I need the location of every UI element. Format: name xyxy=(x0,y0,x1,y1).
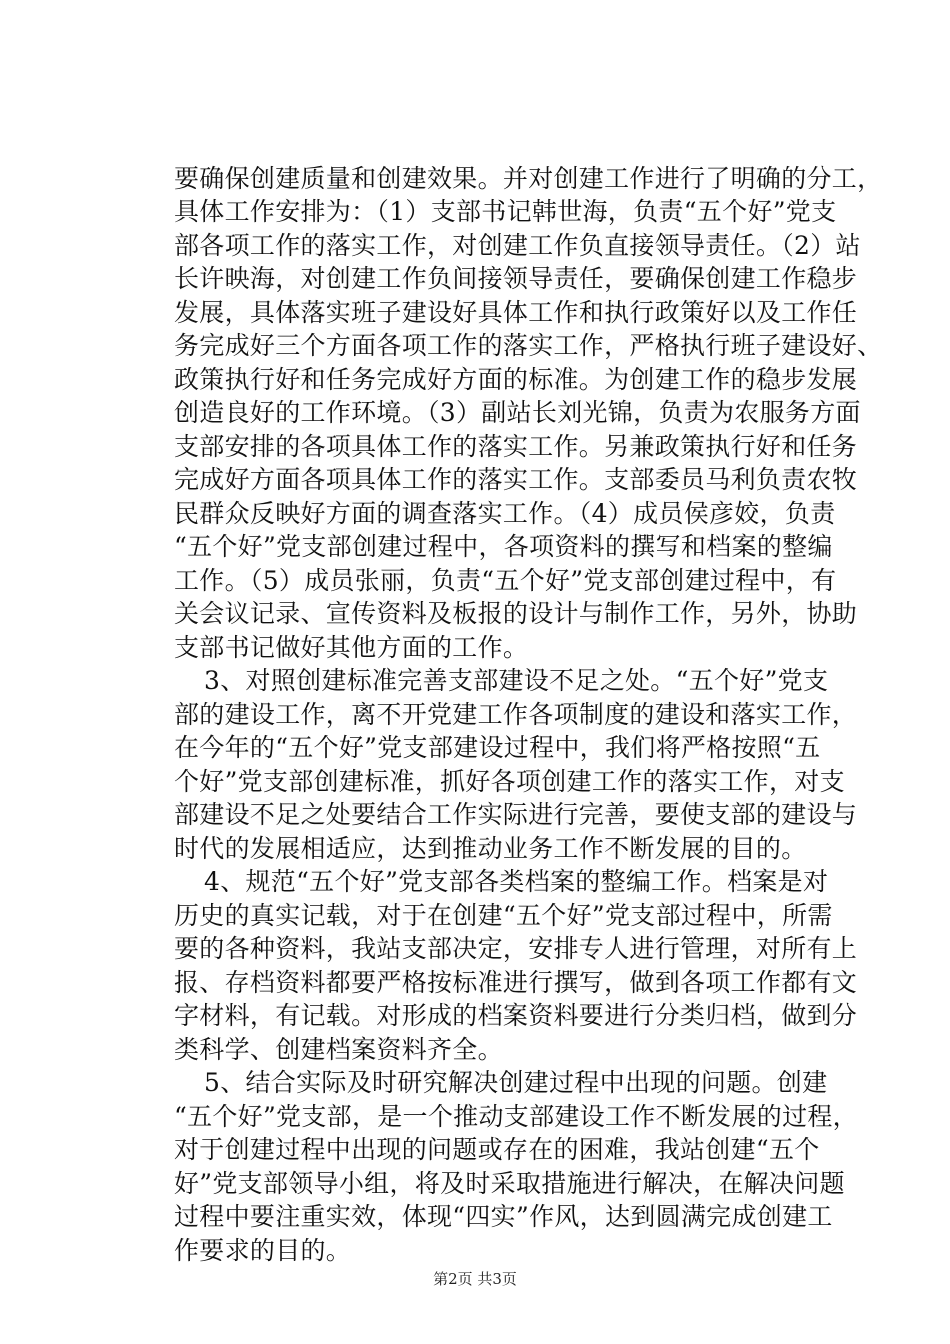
text-line: 时代的发展相适应，达到推动业务工作不断发展的目的。 xyxy=(174,834,807,863)
text-line: 政策执行好和任务完成好方面的标准。为创建工作的稳步发展 xyxy=(174,365,858,394)
text-line: 长许映海，对创建工作负间接领导责任，要确保创建工作稳步 xyxy=(174,264,858,293)
page-number-label: 第2页 共3页 xyxy=(433,1270,517,1288)
text-line: 报、存档资料都要严格按标准进行撰写，做到各项工作都有文 xyxy=(174,968,858,997)
text-line: 在今年的“五个好”党支部建设过程中，我们将严格按照“五 xyxy=(174,733,821,762)
text-line: 对于创建过程中出现的问题或存在的困难，我站创建“五个 xyxy=(174,1135,820,1164)
text-line: 民群众反映好方面的调查落实工作。（4）成员侯彦姣，负责 xyxy=(174,499,836,528)
text-line: 具体工作安排为：（1）支部书记韩世海，负责“五个好”党支 xyxy=(174,197,837,226)
page-footer xyxy=(0,1270,950,1288)
text-line: 关会议记录、宣传资料及板报的设计与制作工作，另外，协助 xyxy=(174,599,858,628)
text-line: 发展，具体落实班子建设好具体工作和执行政策好以及工作任 xyxy=(174,298,858,327)
text-line: 完成好方面各项具体工作的落实工作。支部委员马利负责农牧 xyxy=(174,465,858,494)
text-line: 作要求的目的。 xyxy=(174,1236,352,1265)
text-line: 要的各种资料，我站支部决定，安排专人进行管理，对所有上 xyxy=(174,934,858,963)
text-line: 过程中要注重实效，体现“四实”作风，达到圆满完成创建工 xyxy=(174,1202,833,1231)
text-line: 类科学、创建档案资料齐全。 xyxy=(174,1035,503,1064)
paragraph-heading-4: 4、规范“五个好”党支部各类档案的整编工作。档案是对 xyxy=(204,867,829,896)
text-line: 部建设不足之处要结合工作实际进行完善，要使支部的建设与 xyxy=(174,800,858,829)
text-line: 部的建设工作，离不开党建工作各项制度的建设和落实工作， xyxy=(174,700,858,729)
paragraph-heading-5: 5、结合实际及时研究解决创建过程中出现的问题。创建 xyxy=(204,1068,828,1097)
text-line: 支部书记做好其他方面的工作。 xyxy=(174,633,529,662)
text-line: 好”党支部领导小组，将及时采取措施进行解决，在解决问题 xyxy=(174,1169,845,1198)
paragraph-heading-3: 3、对照创建标准完善支部建设不足之处。“五个好”党支 xyxy=(204,666,829,695)
text-line: 支部安排的各项具体工作的落实工作。另兼政策执行好和任务 xyxy=(174,432,858,461)
text-line: 工作。（5）成员张丽，负责“五个好”党支部创建过程中，有 xyxy=(174,566,837,595)
text-line: 务完成好三个方面各项工作的落实工作，严格执行班子建设好、 xyxy=(174,331,883,360)
text-line: “五个好”党支部创建过程中，各项资料的撰写和档案的整编 xyxy=(174,532,833,561)
text-line: 历史的真实记载，对于在创建“五个好”党支部过程中，所需 xyxy=(174,901,833,930)
text-line: 个好”党支部创建标准，抓好各项创建工作的落实工作，对支 xyxy=(174,767,845,796)
text-line: 要确保创建质量和创建效果。并对创建工作进行了明确的分工， xyxy=(174,164,883,193)
text-line: 部各项工作的落实工作，对创建工作负直接领导责任。（2）站 xyxy=(174,231,861,260)
text-line: 创造良好的工作环境。（3）副站长刘光锦，负责为农服务方面 xyxy=(174,398,861,427)
text-line: 字材料，有记载。对形成的档案资料要进行分类归档，做到分 xyxy=(174,1001,858,1030)
text-line: “五个好”党支部，是一个推动支部建设工作不断发展的过程， xyxy=(174,1102,858,1131)
